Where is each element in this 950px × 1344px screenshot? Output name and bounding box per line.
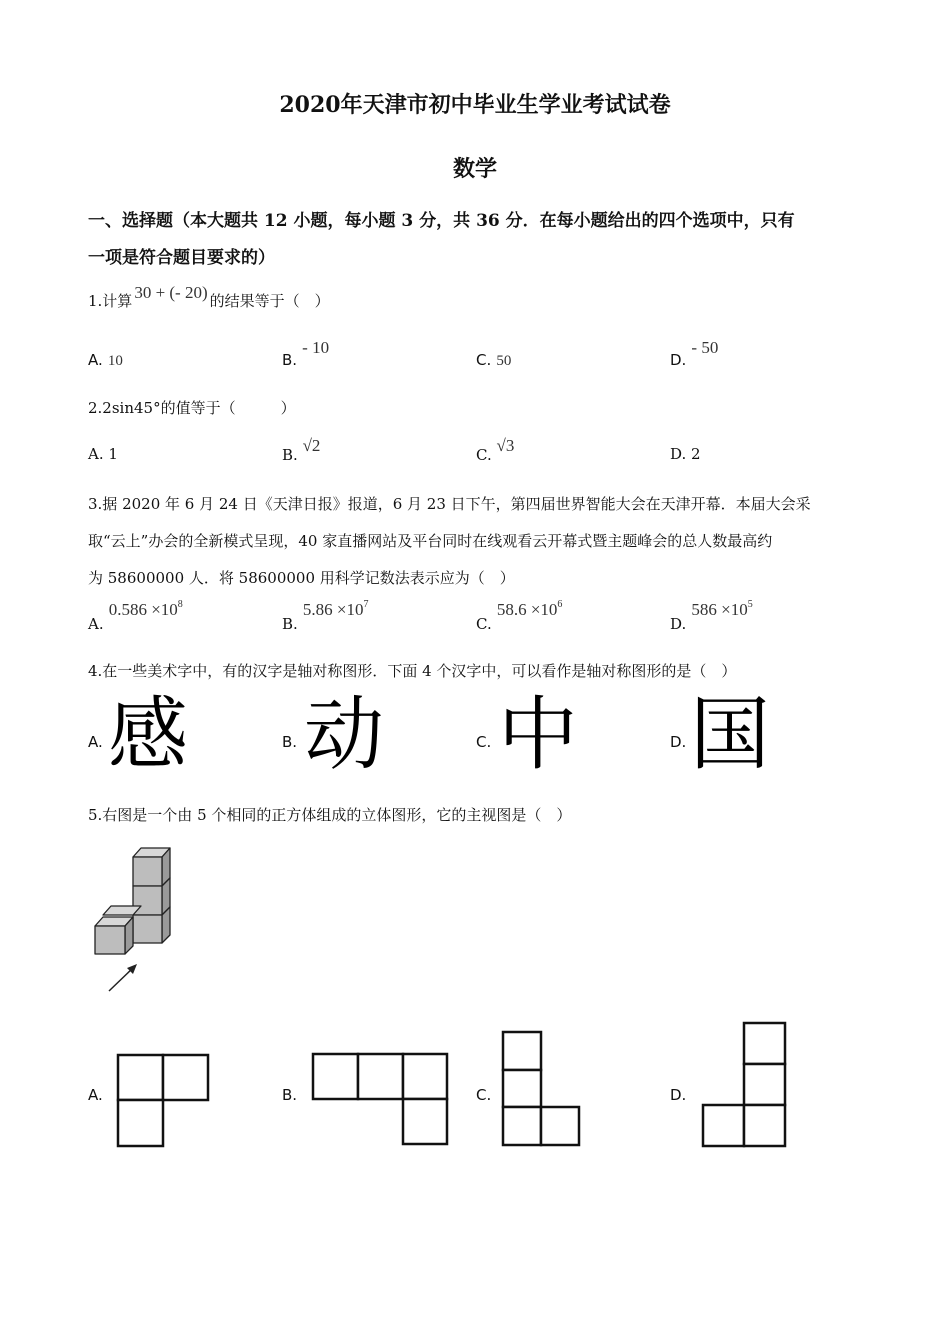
han-char-dong: 动 (304, 688, 384, 781)
question-3-line1: 3.据 2020 年 6 月 24 日《天津日报》报道，6 月 23 日下午，第四届世界智能大会在天津开幕．本届大会采 (88, 495, 811, 513)
q2-option-b[interactable]: B. √2 (282, 436, 321, 464)
question-3-line2: 取“云上”办会的全新模式呈现，40 家直播网站及平台同时在线观看云开幕式暨主题峰会的总人数最高约 (88, 532, 773, 550)
section-heading-line1: 一、选择题（本大题共 12 小题，每小题 3 分，共 36 分．在每小题给出的四个选项中，只有 (88, 211, 795, 231)
q3-option-c[interactable]: C. $58.6 \times 10^6$ (476, 599, 563, 633)
q3-option-b[interactable]: B. $5.86 \times 10^7$ (282, 599, 369, 633)
q5-option-a-figure[interactable] (115, 1052, 211, 1150)
q1-prefix: 1.计算 (88, 292, 133, 310)
q2-option-a[interactable]: A. 1 (88, 445, 118, 463)
q1-option-c[interactable]: C. 50 (476, 351, 512, 369)
q1-option-b[interactable]: B. - 10 (282, 338, 330, 369)
q3-option-d[interactable]: D. $586 \times 10^5$ (670, 599, 753, 633)
han-char-guo: 国 (690, 688, 770, 781)
q1-suffix: 的结果等于（ ） (209, 292, 330, 310)
section-heading-line2: 一项是符合题目要求的） (88, 248, 275, 268)
q1-option-d[interactable]: D. - 50 (670, 338, 719, 369)
q5-option-c-label[interactable]: C. (476, 1086, 492, 1104)
cube-stack-figure (85, 840, 185, 1000)
q5-option-d-figure[interactable] (700, 1020, 788, 1149)
q5-option-c-figure[interactable] (501, 1029, 581, 1148)
q2-option-c[interactable]: C. √3 (476, 436, 515, 464)
q1-expression: 30 + (- 20) (134, 283, 208, 302)
question-3-line3: 为 58600000 人．将 58600000 用科学记数法表示应为（ ） (88, 569, 515, 587)
han-char-gan: 感 (108, 688, 188, 781)
q5-option-b-figure[interactable] (310, 1051, 450, 1148)
q5-option-a-label[interactable]: A. (88, 1086, 103, 1104)
question-1 (88, 283, 330, 311)
question-5: 5.右图是一个由 5 个相同的正方体组成的立体图形，它的主视图是（ ） (88, 806, 572, 824)
exam-title: 2020年天津市初中毕业生学业考试试卷 (279, 92, 671, 118)
subject-title: 数学 (452, 156, 497, 182)
q5-option-d-label[interactable]: D. (670, 1086, 687, 1104)
q5-option-b-label[interactable]: B. (282, 1086, 298, 1104)
han-char-zhong: 中 (498, 688, 578, 781)
question-4: 4.在一些美术字中，有的汉字是轴对称图形．下面 4 个汉字中，可以看作是轴对称图形的是（ ） (88, 662, 737, 680)
q3-option-a[interactable]: A. $0.586 \times 10^8$ (88, 599, 183, 633)
q2-option-d[interactable]: D. 2 (670, 445, 701, 463)
q1-option-a[interactable]: A. 10 (88, 351, 123, 369)
question-2: 2.2sin45°的值等于（ ） (88, 399, 296, 417)
